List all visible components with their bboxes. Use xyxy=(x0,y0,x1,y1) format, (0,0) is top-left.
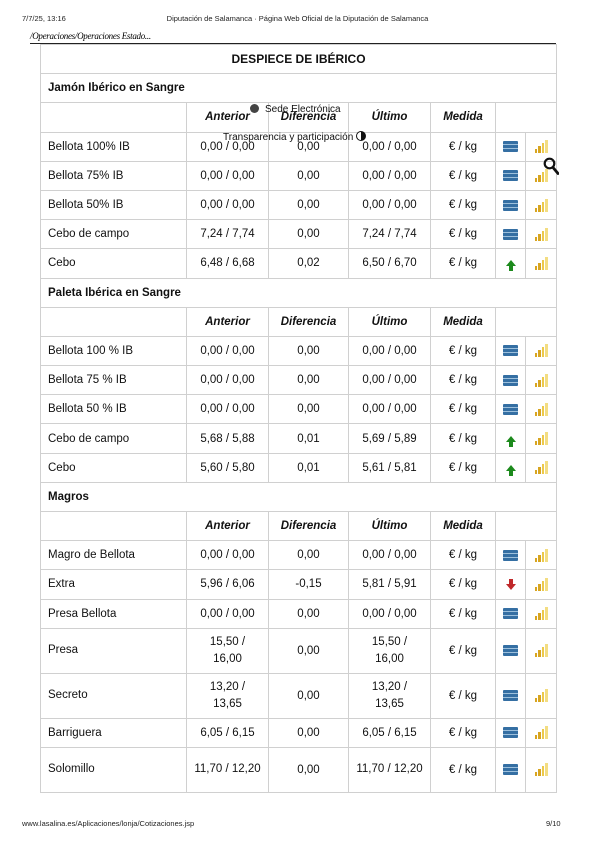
section-title: Paleta Ibérica en Sangre xyxy=(41,278,557,307)
diferencia-value: 0,02 xyxy=(269,249,349,278)
table-row xyxy=(41,366,557,395)
medida-value: € / kg xyxy=(431,570,496,599)
anterior-value: 0,00 / 0,00 xyxy=(187,541,269,570)
ultimo-value: 11,70 / 12,20 xyxy=(349,747,431,792)
table-row xyxy=(41,747,557,792)
ultimo-value: 6,05 / 6,15 xyxy=(349,718,431,747)
transparencia-label: Transparencia y participación xyxy=(223,132,354,143)
trend-cell[interactable] xyxy=(496,190,526,219)
server-icon xyxy=(503,645,518,656)
diferencia-value: 0,00 xyxy=(269,673,349,718)
trend-cell[interactable] xyxy=(496,541,526,570)
trend-cell[interactable] xyxy=(496,132,526,161)
product-name: Bellota 100% IB xyxy=(41,132,187,161)
anterior-value: 5,68 / 5,88 xyxy=(187,424,269,453)
trend-cell[interactable] xyxy=(496,628,526,673)
trend-cell[interactable] xyxy=(496,453,526,482)
anterior-value: 0,00 / 0,00 xyxy=(187,161,269,190)
bar-chart-icon xyxy=(535,228,548,241)
server-icon xyxy=(503,200,518,211)
server-icon xyxy=(503,727,518,738)
anterior-value: 5,60 / 5,80 xyxy=(187,453,269,482)
table-row xyxy=(41,628,557,673)
section-header-row xyxy=(41,278,557,307)
chart-cell[interactable] xyxy=(526,190,557,219)
medida-value: € / kg xyxy=(431,628,496,673)
chart-cell[interactable] xyxy=(526,336,557,365)
diferencia-value: 0,00 xyxy=(269,366,349,395)
bar-chart-icon xyxy=(535,763,548,776)
table-row xyxy=(41,395,557,424)
column-header-product xyxy=(41,512,187,541)
anterior-value: 5,96 / 6,06 xyxy=(187,570,269,599)
medida-value: € / kg xyxy=(431,220,496,249)
section-header-row xyxy=(41,74,557,103)
column-header-ultimo: Último xyxy=(349,103,431,132)
medida-value: € / kg xyxy=(431,132,496,161)
medida-value: € / kg xyxy=(431,747,496,792)
medida-value: € / kg xyxy=(431,599,496,628)
trend-cell[interactable] xyxy=(496,249,526,278)
print-date: 7/7/25, 13:16 xyxy=(22,14,66,23)
product-name: Cebo de campo xyxy=(41,424,187,453)
trend-cell[interactable] xyxy=(496,336,526,365)
anterior-value: 13,20 / 13,65 xyxy=(187,673,269,718)
product-name: Cebo de campo xyxy=(41,220,187,249)
server-icon xyxy=(503,141,518,152)
diferencia-value: 0,00 xyxy=(269,190,349,219)
anterior-value: 15,50 / 16,00 xyxy=(187,628,269,673)
diferencia-value: 0,00 xyxy=(269,747,349,792)
medida-value: € / kg xyxy=(431,541,496,570)
ultimo-value: 7,24 / 7,74 xyxy=(349,220,431,249)
bar-chart-icon xyxy=(535,257,548,270)
product-name: Cebo xyxy=(41,249,187,278)
ultimo-value: 0,00 / 0,00 xyxy=(349,366,431,395)
product-name: Bellota 100 % IB xyxy=(41,336,187,365)
column-header-product xyxy=(41,307,187,336)
ultimo-value: 0,00 / 0,00 xyxy=(349,599,431,628)
column-header-medida: Medida xyxy=(431,307,496,336)
diferencia-value: 0,00 xyxy=(269,336,349,365)
diferencia-value: 0,00 xyxy=(269,395,349,424)
table-row xyxy=(41,673,557,718)
ultimo-value: 15,50 / 16,00 xyxy=(349,628,431,673)
server-icon xyxy=(503,404,518,415)
chart-cell[interactable] xyxy=(526,220,557,249)
table-title: DESPIECE DE IBÉRICO xyxy=(41,45,557,74)
medida-value: € / kg xyxy=(431,424,496,453)
table-row xyxy=(41,190,557,219)
bar-chart-icon xyxy=(535,403,548,416)
anterior-value: 0,00 / 0,00 xyxy=(187,366,269,395)
bar-chart-icon xyxy=(535,689,548,702)
medida-value: € / kg xyxy=(431,190,496,219)
diferencia-value: 0,01 xyxy=(269,424,349,453)
chart-cell[interactable] xyxy=(526,249,557,278)
ultimo-value: 0,00 / 0,00 xyxy=(349,190,431,219)
chart-cell[interactable] xyxy=(526,366,557,395)
price-table xyxy=(40,44,557,793)
section-title: Magros xyxy=(41,482,557,511)
trend-cell[interactable] xyxy=(496,673,526,718)
column-header-icons xyxy=(496,512,557,541)
sede-electronica-link[interactable] xyxy=(250,104,341,115)
bar-chart-icon xyxy=(535,199,548,212)
product-name: Barriguera xyxy=(41,718,187,747)
server-icon xyxy=(503,550,518,561)
column-header-diferencia: Diferencia xyxy=(269,307,349,336)
column-header-anterior: Anterior xyxy=(187,103,269,132)
diferencia-value: 0,00 xyxy=(269,599,349,628)
diferencia-value: 0,00 xyxy=(269,718,349,747)
bar-chart-icon xyxy=(535,644,548,657)
server-icon xyxy=(503,690,518,701)
trend-cell[interactable] xyxy=(496,395,526,424)
section-title: Jamón Ibérico en Sangre xyxy=(41,74,557,103)
anterior-value: 11,70 / 12,20 xyxy=(187,747,269,792)
table-row xyxy=(41,599,557,628)
chart-cell[interactable] xyxy=(526,747,557,792)
price-table-body xyxy=(41,45,557,793)
table-row xyxy=(41,220,557,249)
trend-cell[interactable] xyxy=(496,599,526,628)
medida-value: € / kg xyxy=(431,366,496,395)
bar-chart-icon xyxy=(535,578,548,591)
diferencia-value: 0,00 xyxy=(269,541,349,570)
diferencia-value: -0,15 xyxy=(269,570,349,599)
table-row xyxy=(41,336,557,365)
column-header-icons xyxy=(496,307,557,336)
arrow-up-icon xyxy=(506,260,516,266)
anterior-value: 6,48 / 6,68 xyxy=(187,249,269,278)
column-header-product xyxy=(41,103,187,132)
diferencia-value: 0,00 xyxy=(269,220,349,249)
chart-cell[interactable] xyxy=(526,628,557,673)
column-header-ultimo: Último xyxy=(349,307,431,336)
bar-chart-icon xyxy=(535,726,548,739)
server-icon xyxy=(503,764,518,775)
medida-value: € / kg xyxy=(431,395,496,424)
diferencia-value: 0,00 xyxy=(269,132,349,161)
product-name: Presa xyxy=(41,628,187,673)
chart-cell[interactable] xyxy=(526,541,557,570)
anterior-value: 0,00 / 0,00 xyxy=(187,190,269,219)
print-page-number: 9/10 xyxy=(546,819,561,828)
anterior-value: 0,00 / 0,00 xyxy=(187,599,269,628)
anterior-value: 0,00 / 0,00 xyxy=(187,395,269,424)
medida-value: € / kg xyxy=(431,718,496,747)
medida-value: € / kg xyxy=(431,453,496,482)
trend-cell[interactable] xyxy=(496,220,526,249)
column-header-anterior: Anterior xyxy=(187,512,269,541)
print-url: www.lasalina.es/Aplicaciones/lonja/Cotizaciones.jsp xyxy=(22,819,195,828)
product-name: Presa Bellota xyxy=(41,599,187,628)
ultimo-value: 0,00 / 0,00 xyxy=(349,161,431,190)
anterior-value: 0,00 / 0,00 xyxy=(187,336,269,365)
table-row xyxy=(41,424,557,453)
diferencia-value: 0,00 xyxy=(269,628,349,673)
table-row xyxy=(41,541,557,570)
ultimo-value: 0,00 / 0,00 xyxy=(349,541,431,570)
arrow-down-icon xyxy=(509,579,513,584)
chart-cell[interactable] xyxy=(526,599,557,628)
ultimo-value: 6,50 / 6,70 xyxy=(349,249,431,278)
transparencia-link[interactable] xyxy=(223,131,366,143)
medida-value: € / kg xyxy=(431,336,496,365)
ultimo-value: 0,00 / 0,00 xyxy=(349,132,431,161)
medida-value: € / kg xyxy=(431,161,496,190)
table-row xyxy=(41,249,557,278)
arrow-up-icon xyxy=(506,465,516,471)
globe-icon xyxy=(250,104,259,113)
search-icon[interactable] xyxy=(543,157,559,175)
chart-cell[interactable] xyxy=(526,673,557,718)
bar-chart-icon xyxy=(535,344,548,357)
section-header-row xyxy=(41,482,557,511)
table-row xyxy=(41,453,557,482)
bar-chart-icon xyxy=(535,140,548,153)
ultimo-value: 0,00 / 0,00 xyxy=(349,336,431,365)
chart-cell[interactable] xyxy=(526,570,557,599)
product-name: Bellota 50% IB xyxy=(41,190,187,219)
bar-chart-icon xyxy=(535,432,548,445)
table-row xyxy=(41,718,557,747)
trend-cell[interactable] xyxy=(496,747,526,792)
table-row xyxy=(41,570,557,599)
chart-cell[interactable] xyxy=(526,424,557,453)
product-name: Cebo xyxy=(41,453,187,482)
anterior-value: 6,05 / 6,15 xyxy=(187,718,269,747)
column-header-ultimo: Último xyxy=(349,512,431,541)
diferencia-value: 0,01 xyxy=(269,453,349,482)
column-header-icons xyxy=(496,103,557,132)
bar-chart-icon xyxy=(535,549,548,562)
column-header-row xyxy=(41,512,557,541)
ultimo-value: 5,61 / 5,81 xyxy=(349,453,431,482)
trend-cell[interactable] xyxy=(496,161,526,190)
column-header-diferencia: Diferencia xyxy=(269,103,349,132)
column-header-row xyxy=(41,307,557,336)
server-icon xyxy=(503,170,518,181)
table-row xyxy=(41,161,557,190)
chart-cell[interactable] xyxy=(526,395,557,424)
bar-chart-icon xyxy=(535,461,548,474)
ultimo-value: 5,69 / 5,89 xyxy=(349,424,431,453)
product-name: Bellota 75 % IB xyxy=(41,366,187,395)
ultimo-value: 13,20 / 13,65 xyxy=(349,673,431,718)
medida-value: € / kg xyxy=(431,249,496,278)
product-name: Magro de Bellota xyxy=(41,541,187,570)
ultimo-value: 0,00 / 0,00 xyxy=(349,395,431,424)
medida-value: € / kg xyxy=(431,673,496,718)
chart-cell[interactable] xyxy=(526,453,557,482)
trend-cell[interactable] xyxy=(496,718,526,747)
contrast-icon xyxy=(356,131,366,141)
column-header-anterior: Anterior xyxy=(187,307,269,336)
server-icon xyxy=(503,345,518,356)
product-name: Bellota 50 % IB xyxy=(41,395,187,424)
table-title-row xyxy=(41,45,557,74)
column-header-diferencia: Diferencia xyxy=(269,512,349,541)
trend-cell[interactable] xyxy=(496,424,526,453)
print-page-title: Diputación de Salamanca · Página Web Oficial de la Diputación de Salamanca xyxy=(166,14,429,23)
server-icon xyxy=(503,229,518,240)
product-name: Solomillo xyxy=(41,747,187,792)
chart-cell[interactable] xyxy=(526,718,557,747)
column-header-medida: Medida xyxy=(431,103,496,132)
ultimo-value: 5,81 / 5,91 xyxy=(349,570,431,599)
bar-chart-icon xyxy=(535,607,548,620)
column-header-medida: Medida xyxy=(431,512,496,541)
product-name: Secreto xyxy=(41,673,187,718)
anterior-value: 7,24 / 7,74 xyxy=(187,220,269,249)
trend-cell[interactable] xyxy=(496,366,526,395)
trend-cell[interactable] xyxy=(496,570,526,599)
product-name: Bellota 75% IB xyxy=(41,161,187,190)
server-icon xyxy=(503,608,518,619)
server-icon xyxy=(503,375,518,386)
product-name: Extra xyxy=(41,570,187,599)
arrow-up-icon xyxy=(506,436,516,442)
handwritten-scribble: /Operaciones/Operaciones Estado... xyxy=(30,31,151,41)
sede-electronica-label: Sede Electrónica xyxy=(265,104,341,115)
bar-chart-icon xyxy=(535,374,548,387)
anterior-value: 0,00 / 0,00 xyxy=(187,132,269,161)
diferencia-value: 0,00 xyxy=(269,161,349,190)
